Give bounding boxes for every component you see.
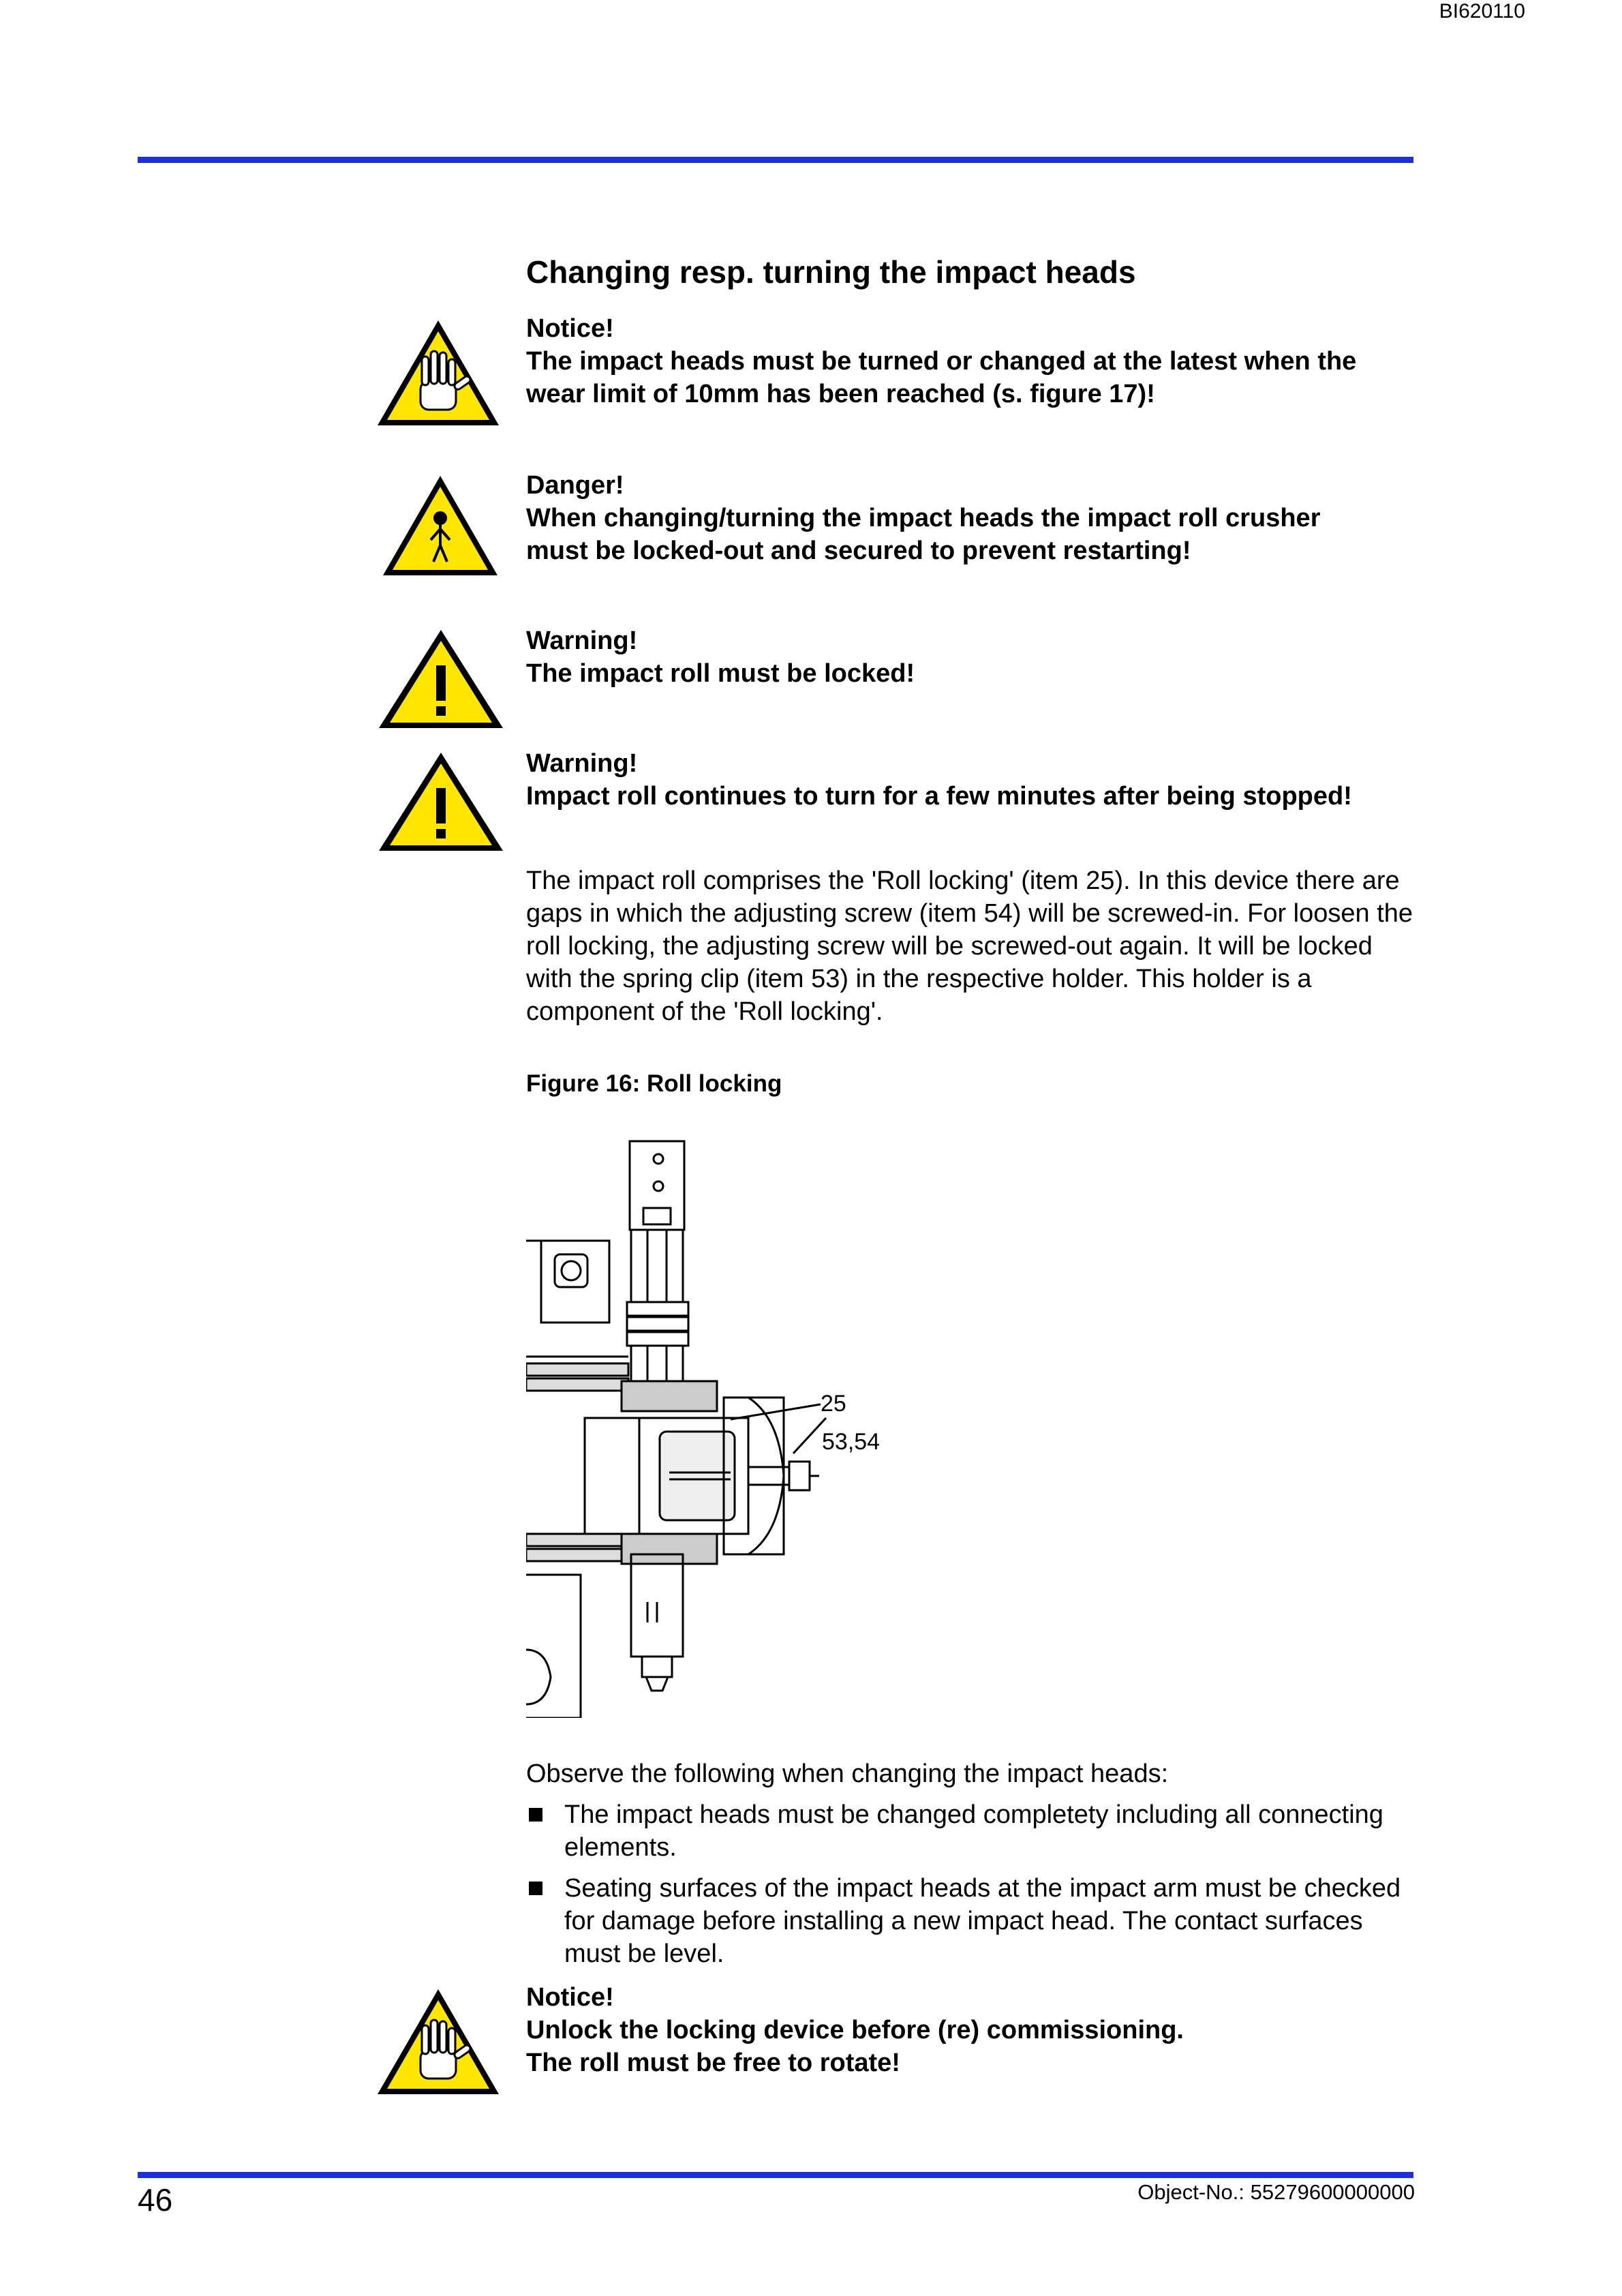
final-notice-line: The roll must be free to rotate! xyxy=(526,2049,900,2077)
final-notice-heading: Notice! xyxy=(526,1983,614,2012)
notice-line: wear limit of 10mm has been reached (s. figure 17)! xyxy=(526,380,1155,408)
list-item xyxy=(526,1872,1426,1970)
header-rule xyxy=(138,157,1413,163)
warning-heading: Warning! xyxy=(526,626,638,655)
roll-locking-figure xyxy=(526,1132,935,1718)
notice-heading: Notice! xyxy=(526,314,614,343)
warning-block-2 xyxy=(526,747,1426,813)
hand-stop-icon xyxy=(373,316,503,429)
danger-line: When changing/turning the impact heads the impact roll crusher xyxy=(526,504,1321,532)
object-number: Object-No.: 55279600000000 xyxy=(1137,2180,1415,2204)
page-number: 46 xyxy=(138,2182,173,2218)
footer-rule xyxy=(138,2172,1413,2178)
person-danger-icon xyxy=(379,472,502,579)
figure-label-25: 25 xyxy=(821,1391,846,1417)
exclamation-icon xyxy=(376,627,506,731)
list-item-text: Seating surfaces of the impact heads at the impact arm must be checked for damage before installing a new impact head. The contact surfaces must be level. xyxy=(564,1874,1401,1968)
hand-stop-icon xyxy=(373,1985,503,2098)
exclamation-icon xyxy=(376,750,506,854)
final-notice-line: Unlock the locking device before (re) commissioning. xyxy=(526,2016,1184,2044)
warning-line: Impact roll continues to turn for a few minutes after being stopped! xyxy=(526,782,1352,811)
observe-intro: Observe the following when changing the impact heads: xyxy=(526,1759,1169,1788)
notice-line: The impact heads must be turned or changed at the latest when the xyxy=(526,347,1357,376)
warning-line: The impact roll must be locked! xyxy=(526,659,915,688)
figure-label-53-54: 53,54 xyxy=(822,1429,881,1455)
document-id: BI620110 xyxy=(1439,0,1525,22)
bullet-square-icon xyxy=(529,1882,542,1895)
final-notice-block xyxy=(526,1981,1426,2079)
notice-block-1 xyxy=(526,312,1426,410)
warning-heading: Warning! xyxy=(526,749,638,778)
description-paragraph: The impact roll comprises the 'Roll locking' (item 25). In this device there are gaps in which the adjusting screw (item 54) will be screwed-in. For loosen the roll locking, the adjusting screw will be screwed-out again. It will be locked with the spring clip (item 53) in the respective holder. This holder is a component of the 'Roll locking'. xyxy=(526,866,1413,1026)
list-item xyxy=(526,1798,1426,1864)
danger-heading: Danger! xyxy=(526,471,624,500)
figure-caption: Figure 16: Roll locking xyxy=(526,1070,782,1097)
warning-block-1 xyxy=(526,624,1426,690)
bullet-square-icon xyxy=(529,1808,542,1822)
observe-list xyxy=(526,1798,1426,1978)
danger-line: must be locked-out and secured to prevent restarting! xyxy=(526,537,1191,565)
section-title: Changing resp. turning the impact heads xyxy=(526,254,1136,290)
danger-block xyxy=(526,469,1426,567)
list-item-text: The impact heads must be changed completety including all connecting elements. xyxy=(564,1800,1383,1862)
